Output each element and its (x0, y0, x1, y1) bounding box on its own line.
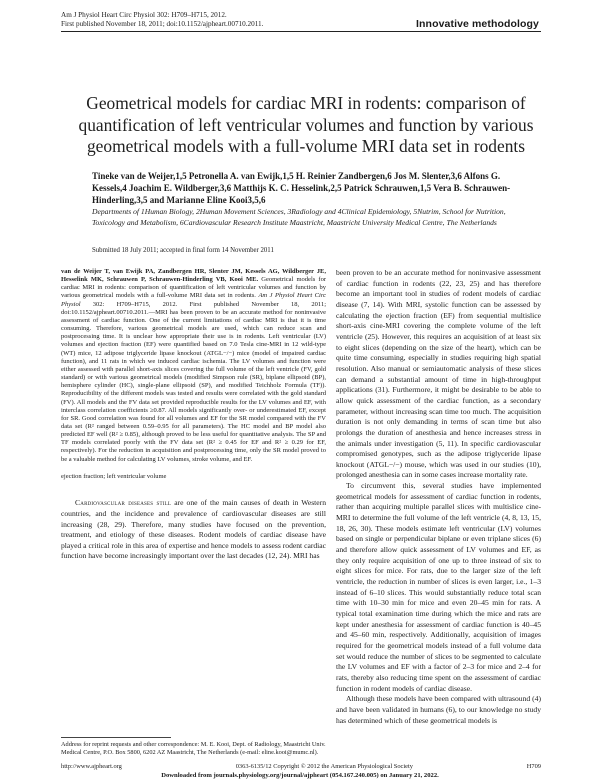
abstract-citation-authors: van de Weijer T, van Ewijk PA, Zandbergen HR, Slenter JM, Kessels AG, Wildberger JE, Hesselink MK, Schrauwen P, Schrauwen-Hinderling VB, Kooi ME. (61, 268, 326, 284)
footnote-divider (61, 737, 171, 738)
author-list: Tineke van de Weijer,1,5 Petronella A. van Ewijk,1,5 H. Reinier Zandbergen,6 Jos M. Slenter,3,6 Alfons G. Kessels,4 Joachim E. Wildberger,3,6 Matthijs K. C. Hesselink,2,5 Patrick Schrauwen,1,5 Vera B. Schrauwen-Hinderling,3,5 and Marianne Eline Kooi3,5,6 (92, 171, 511, 205)
body-paragraph-3: Although these models have been compared with ultrasound (4) and have been validated in humans (6), to our knowledge no study has determined which of these geometrical models is (336, 694, 541, 725)
abstract-journal: Am J Physiol Heart Circ Physiol (61, 292, 326, 308)
article-title: Geometrical models for cardiac MRI in rodents: comparison of quantification of left ventricular volumes and function by various geometrical models with a full-volume MRI data set in rodents (78, 93, 534, 156)
affiliations: Departments of 1Human Biology, 2Human Movement Sciences, 3Radiology and 4Clinical Epidemiology, 5Nutrim, School for Nutrition, Toxicology and Metabolism, 6Cardiovascular Research Institute Maastricht, Maastricht University Medical Centre, The Netherlands (92, 207, 506, 227)
abstract-citation-rest: 302: H709–H715, 2012. First published November 18, 2011; doi:10.1152/ajpheart.00710.2011.— (61, 300, 326, 316)
introduction-paragraph (61, 498, 326, 562)
journal-doi-line: First published November 18, 2011; doi:10.1152/ajpheart.00710.2011. (61, 20, 264, 28)
section-label: Innovative methodology (416, 18, 539, 30)
intro-text: are one of the main causes of death in Western countries, and the incidence and prevalence of cardiovascular diseases are still increasing (28, 29). Therefore, many studies have focused on the prevention, treatment, and etiology of these diseases. Rodent models of cardiac disease have played a critical role in this area of expertise and hence models to assess rodent cardiac function have become increasingly important over the last decades (12, 24). MRI has (61, 498, 326, 561)
page-footer (61, 763, 541, 770)
submission-dates: Submitted 18 July 2011; accepted in final form 14 November 2011 (92, 247, 274, 254)
abstract (61, 268, 326, 464)
copyright-notice: 0363-6135/12 Copyright © 2012 the American Physiological Society (235, 763, 413, 770)
header-divider (61, 31, 541, 32)
page-number: H709 (526, 763, 541, 770)
body-paragraph-2: To circumvent this, several studies have implemented geometrical models for assessment of cardiac function in rodents, rather than acquiring multiple parallel slices with multislice cine-MRI to determine the full volume of the left ventricle (4, 8, 13, 15, 18, 26, 30). These models estimate left ventricular (LV) volumes based on single or perpendicular biplane or even triplane slices (6) and therefore allow quick assessment of LV volumes and EF, as they only require acquisition of one up to three instead of six to eight slices for mice. For rats, due to the larger size of the left ventricle, the reduction in number of slices is even larger, i.e., 1–3 instead of 6–10 slices. This would substantially reduce total scan time with 10–30 min for mice and even 20–45 min for rats. A typical total examination time during which the mice and rats are kept under anesthesia for assessment of cardiac function is 40–45 and 45–60 min, respectively. Additionally, acquisition of images required for the geometrical models instead of a full volume data set would reduce the number of slices to be segmented to calculate the LV volumes and EF with a factor of 2–3 for mice and 2–4 for rats, thereby also reducing time spent on the assessment of cardiac function in rodent models of cardiac disease. (336, 481, 541, 693)
correspondence-footnote: Address for reprint requests and other correspondence: M. E. Kooi, Dept. of Radiology, Maastricht Univ. Medical Centre, P.O. Box 5800, 6202 AZ Maastricht, The Netherlands (e-mail: eline.kooi@mumc.nl). (61, 741, 326, 756)
journal-citation-line: Am J Physiol Heart Circ Physiol 302: H709–H715, 2012. (61, 11, 227, 19)
body-paragraph-1: been proven to be an accurate method for noninvasive assessment of cardiac function in rodents (22, 23, 25) and has therefore become an important tool in studies of rodent models of cardiac disease (7, 14). With MRI, systolic function can be assessed by calculating the ejection fraction (EF) from sequential multislice short-axis cine-MRI covering the complete volume of the left ventricle (25). However, this requires an acquisition of at least six to eight slices (depending on the size of the heart), which can be quite time consuming, especially in studies requiring high spatial resolution. Also manual or semiautomatic analysis of these slices can demand a substantial amount of time in high-throughput applications (31). Furthermore, it might be desirable to be able to allow quick assessment of the cardiac function, as a secondary parameter, without increasing scan time too much. The acquisition duration is not only demanding in terms of scan time but also prolongs the duration of anesthesia and hence increases stress in the animals under investigation (5, 11). In specific cardiovascular compromised genotypes, such as the adipose triglyceride lipase knockout (ATGL−/−) mouse, which was used in our studies (10), prolonged anesthesia can in some cases increase mortality rate. (336, 268, 541, 480)
download-notice: Downloaded from journals.physiology.org/journal/ajpheart (054.167.240.005) on January 21, 2022. (161, 772, 439, 779)
keywords: ejection fraction; left ventricular volume (61, 472, 167, 480)
abstract-citation-title: Geometrical models for cardiac MRI in rodents: comparison of quantification of left ventricular volumes and function by various geometrical models with a full-volume MRI data set in rodents. (61, 276, 326, 300)
journal-url-link[interactable]: http://www.ajpheart.org (61, 763, 122, 770)
journal-header (61, 11, 263, 29)
right-column (336, 268, 541, 726)
left-column (61, 268, 326, 562)
intro-lead: Cardiovascular diseases still (75, 498, 172, 508)
abstract-body: MRI has been proven to be an accurate method for noninvasive assessment of cardiac function. One of the current limitations of cardiac MRI is that it is time consuming. Therefore, various geometrical models are used, which can reduce scan and postprocessing time. It is unclear how appropriate their use is in rodents. Left ventricular (LV) volumes and ejection fraction (EF) were quantified based on 7.0 Tesla cine-MRI in 12 wild-type (WT) mice, 12 adipose triglyceride lipase knockout (ATGL−/−) mice (model of impaired cardiac function), and 11 rats in which we induced cardiac ischemia. The LV volumes and function were either assessed with parallel short-axis slices covering the full volume of the left ventricle (FV, gold standard) or with various geometrical models (modified Simpson rule (SR), biplane ellipsoid (BP), hemisphere cylinder (HC), single-plane ellipsoid (SP), and modified Teichholz Formula (TF)). Reproducibility of the different models was tested and results were correlated with the gold standard (FV). All models and the FV data set provided reproducible results for the LV volumes and EF, with interclass correlation coefficients ≥0.87. All models significantly over- or underestimated EF, except for SR. Good correlation was found for all volumes and EF for the SR model compared with the FV data set (R² ranged between 0.59–0.95 for all parameters). The HC model and BP model also predicted EF well (R² ≥ 0.85), although proved to be less useful for quantitative analysis. The SP and TF models correlated poorly with the FV data set (R² ≥ 0.45 for EF and R² ≥ 0.29 for EF, respectively). For the reduction in acquisition and postprocessing time, only the SR model proved to be a valuable method for calculating LV volumes, stroke volume, and EF. (61, 308, 326, 463)
